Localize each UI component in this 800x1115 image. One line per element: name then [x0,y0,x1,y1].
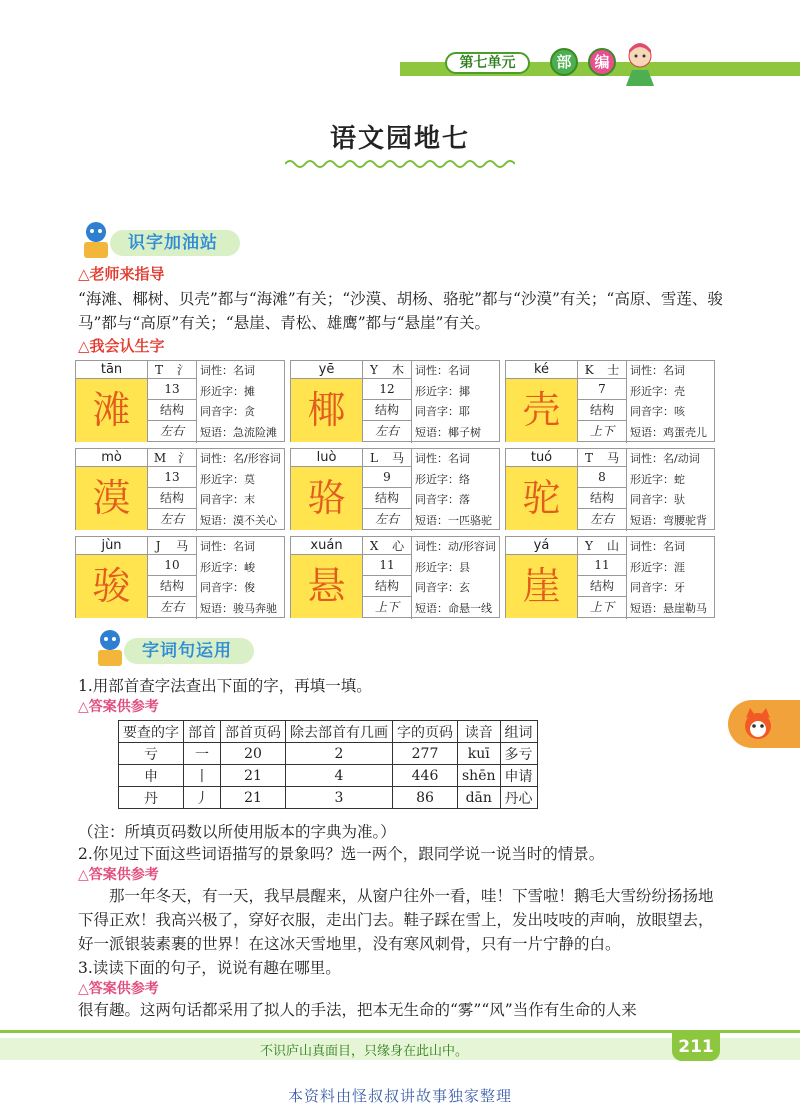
table-header-cell: 部首 [184,721,221,743]
table-cell: 277 [393,743,458,765]
card-character: 驼 [506,467,578,530]
card-phrase: 短语：急流险滩 [200,425,277,439]
table-cell: 21 [221,787,286,809]
card-homophone: 同音字：末 [200,493,255,506]
table-cell: 丨 [184,765,221,787]
character-card [75,448,285,530]
card-pinyin: jùn [76,537,148,555]
unit-label: 第七单元 [445,52,530,74]
question-1: 1.用部首查字法查出下面的字，再填一填。 [78,677,372,695]
card-pinyin: tān [76,361,148,379]
card-strokes: 10 [148,555,196,576]
page-title: 语文园地七 [329,124,470,154]
table-cell: 丹心 [500,787,537,809]
table-cell: 丹 [119,787,184,809]
table-note: （注：所填页码数以所使用版本的字典为准。） [78,823,396,841]
card-phrase: 短语：一匹骆驼 [415,513,492,527]
table-header-cell: 字的页码 [393,721,458,743]
table-header-cell: 要查的字 [119,721,184,743]
card-index [363,361,411,379]
card-homophone: 同音字：牙 [630,581,685,594]
card-radical: 马 [606,451,619,465]
card-letter: X [369,539,379,553]
character-card [290,360,500,442]
card-homophone: 同音字：落 [415,493,470,506]
card-index [148,449,196,467]
card-similar: 形近字：县 [415,560,470,574]
table-cell: dān [458,787,501,809]
card-radical: 氵 [176,363,189,377]
card-structure: 上下 [589,424,614,438]
card-phrase: 短语：漠不关心 [200,513,277,527]
card-structure: 左右 [159,600,184,614]
card-phrase: 短语：椰子树 [415,425,481,439]
card-character: 漠 [76,467,148,530]
card-pinyin: ké [506,361,578,379]
table-header-row [119,721,538,743]
answer-paragraph-3: 很有趣。这两句话都采用了拟人的手法，把本无生命的“雾”“风”当作有生命的人来 [78,1001,637,1019]
card-radical: 马 [176,539,189,553]
card-radical: 马 [391,451,404,465]
question-3: 3.读读下面的句子，说说有趣在哪里。 [78,959,341,977]
credit-line: 本资料由怪叔叔讲故事独家整理 [287,1087,512,1105]
card-character: 崖 [506,555,578,618]
page-number: 211 [672,1033,720,1061]
card-pos: 词性：名/动词 [630,452,700,465]
dictionary-table [118,720,538,809]
answer-label-2: △答案供参考 [78,867,159,883]
table-cell: shēn [458,765,501,787]
card-info [196,449,286,531]
card-strokes: 13 [148,467,196,488]
card-strokes: 12 [363,379,411,400]
card-index [578,449,626,467]
card-pinyin: yá [506,537,578,555]
card-phrase: 短语：悬崖勒马 [630,601,707,615]
answer-label-3: △答案供参考 [78,981,159,997]
card-phrase: 短语：骏马奔驰 [200,601,277,615]
table-cell: 多亏 [500,743,537,765]
card-letter: M [153,451,167,465]
table-cell: 申请 [500,765,537,787]
table-cell: 446 [393,765,458,787]
card-homophone: 同音字：耶 [415,405,470,418]
card-structure-label: 结构 [578,576,626,597]
card-radical: 氵 [178,451,191,465]
card-letter: T [154,363,163,377]
card-radical: 木 [391,363,404,377]
table-cell: 2 [286,743,393,765]
card-homophone: 同音字：玄 [415,581,470,594]
card-pos: 词性：名词 [415,452,470,465]
card-structure: 左右 [374,424,399,438]
table-cell: 20 [221,743,286,765]
card-phrase: 短语：命悬一线 [415,601,492,615]
card-similar: 形近字：峻 [200,560,255,574]
answer-paragraph-2: 那一年冬天，有一天，我早晨醒来，从窗户往外一看，哇！下雪啦！鹅毛大雪纷纷扬扬地下得正欢！我高兴极了，穿好衣服，走出门去。鞋子踩在雪上，发出吱吱的声响，放眼望去，好一派银装素裹的世界！在这冰天雪地里，没有寒风刺骨，只有一片宁静的白。 [78,887,714,953]
card-radical: 士 [607,363,620,377]
card-pos: 词性：名词 [630,540,685,553]
mascot-girl-icon [612,40,668,88]
card-structure: 左右 [374,512,399,526]
card-similar: 形近字：摊 [200,384,255,398]
table-header-cell: 除去部首有几画 [286,721,393,743]
card-structure: 左右 [159,512,184,526]
card-pinyin: luò [291,449,363,467]
card-strokes: 11 [363,555,411,576]
card-structure-label: 结构 [363,488,411,509]
guide-heading: △老师来指导 [78,265,165,283]
card-phrase: 短语：弯腰驼背 [630,513,707,527]
card-index [148,537,196,555]
card-homophone: 同音字：俊 [200,581,255,594]
table-cell: 3 [286,787,393,809]
card-pinyin: yē [291,361,363,379]
section-banner-shizi [78,220,258,260]
page-header [0,40,800,90]
table-cell: 86 [393,787,458,809]
side-tab [728,700,800,748]
card-info [196,361,286,443]
card-radical: 心 [392,539,405,553]
card-strokes: 9 [363,467,411,488]
edition-badge-bu: 部 [550,48,578,76]
card-structure: 上下 [374,600,399,614]
card-radical: 山 [606,539,619,553]
card-similar: 形近字：涯 [630,560,685,574]
section-banner-label: 识字加油站 [110,230,240,256]
card-structure: 左右 [589,512,614,526]
card-character: 壳 [506,379,578,442]
question-2: 2.你见过下面这些词语描写的景象吗？选一两个，跟同学说一说当时的情景。 [78,845,605,863]
card-pinyin: mò [76,449,148,467]
card-letter: K [584,363,594,377]
table-row [119,743,538,765]
section-banner-ciju [92,628,272,668]
character-card [290,536,500,618]
table-cell: 一 [184,743,221,765]
card-strokes: 7 [578,379,626,400]
table-cell: 申 [119,765,184,787]
card-similar: 形近字：壳 [630,384,685,398]
card-pos: 词性：名词 [200,540,255,553]
card-info [626,449,716,531]
card-pos: 词性：名/形容词 [200,452,281,465]
card-character: 滩 [76,379,148,442]
card-letter: Y [370,363,378,377]
card-structure: 上下 [589,600,614,614]
learn-heading: △我会认生字 [78,337,165,355]
card-pos: 词性：名词 [200,364,255,377]
card-strokes: 13 [148,379,196,400]
card-index [363,449,411,467]
table-header-cell: 组词 [500,721,537,743]
card-structure-label: 结构 [363,576,411,597]
card-structure-label: 结构 [578,400,626,421]
card-pinyin: xuán [291,537,363,555]
table-cell: 丿 [184,787,221,809]
edition-badge-bian: 编 [588,48,616,76]
card-letter: Y [585,539,593,553]
character-card [75,536,285,618]
card-homophone: 同音字：驮 [630,493,685,506]
card-similar: 形近字：络 [415,472,470,486]
card-index [363,537,411,555]
card-index [148,361,196,379]
card-info [411,361,501,443]
card-phrase: 短语：鸡蛋壳儿 [630,425,707,439]
card-homophone: 同音字：贪 [200,405,255,418]
table-body [119,743,538,809]
card-info [411,537,501,619]
card-similar: 形近字：蛇 [630,472,685,486]
card-character: 悬 [291,555,363,618]
section-banner-label: 字词句运用 [124,638,254,664]
card-similar: 形近字：揶 [415,384,470,398]
card-structure-label: 结构 [578,488,626,509]
card-letter: J [155,539,161,553]
table-cell: 4 [286,765,393,787]
table-row [119,787,538,809]
card-structure-label: 结构 [148,576,196,597]
title-underline-decoration [285,158,515,170]
card-info [626,361,716,443]
character-card [505,448,715,530]
footer-motto: 不识庐山真面目，只缘身在此山中。 [260,1044,469,1059]
table-header-cell: 部首页码 [221,721,286,743]
card-pinyin: tuó [506,449,578,467]
card-strokes: 11 [578,555,626,576]
card-index [578,361,626,379]
card-letter: T [584,451,593,465]
character-card [75,360,285,442]
card-structure-label: 结构 [363,400,411,421]
card-homophone: 同音字：咳 [630,405,685,418]
card-letter: L [370,451,378,465]
character-card [290,448,500,530]
card-character: 椰 [291,379,363,442]
card-character: 骏 [76,555,148,618]
table-cell: 亏 [119,743,184,765]
card-structure-label: 结构 [148,488,196,509]
card-info [626,537,716,619]
character-card [505,360,715,442]
table-cell: kuī [458,743,501,765]
mascot-reading-icon [78,220,114,260]
card-strokes: 8 [578,467,626,488]
table-row [119,765,538,787]
table-cell: 21 [221,765,286,787]
card-info [411,449,501,531]
card-pos: 词性：名词 [630,364,685,377]
card-info [196,537,286,619]
card-similar: 形近字：莫 [200,472,255,486]
fox-mascot-icon [738,704,778,744]
card-structure: 左右 [159,424,184,438]
card-index [578,537,626,555]
card-structure-label: 结构 [148,400,196,421]
card-pos: 词性：动/形容词 [415,540,496,553]
answer-label-1: △答案供参考 [78,699,159,715]
character-card [505,536,715,618]
card-character: 骆 [291,467,363,530]
card-pos: 词性：名词 [415,364,470,377]
mascot-reading-icon [92,628,128,668]
guide-text: “海滩、椰树、贝壳”都与“海滩”有关；“沙漠、胡杨、骆驼”都与“沙漠”有关；“高原、雪莲、骏马”都与“高原”有关；“悬崖、青松、雄鹰”都与“悬崖”有关。 [78,290,723,332]
table-header-cell: 读音 [458,721,501,743]
